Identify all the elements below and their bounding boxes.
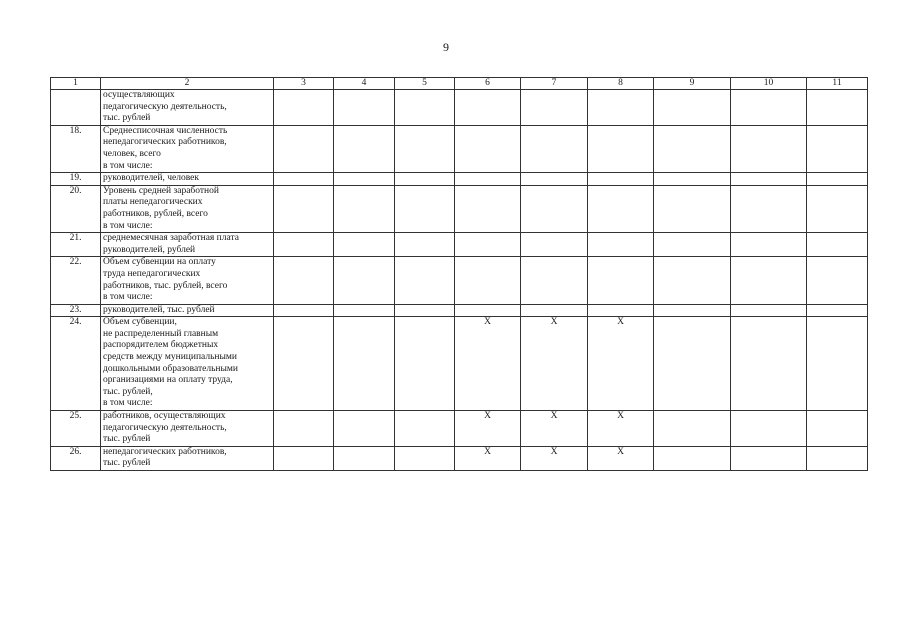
table-cell (521, 233, 588, 257)
column-header: 10 (731, 78, 807, 90)
table-cell (654, 411, 731, 447)
data-table (50, 77, 868, 471)
table-cell (654, 446, 731, 470)
table-cell (807, 90, 868, 126)
table-cell: Х (521, 411, 588, 447)
table-cell (455, 90, 521, 126)
row-number: 18. (51, 125, 101, 172)
row-label: Объем субвенции на оплату труда непедагогических работников, тыс. рублей, всего в том числе: (101, 257, 274, 304)
table-cell (807, 411, 868, 447)
table-cell (274, 173, 334, 186)
table-cell (274, 304, 334, 317)
table-cell (807, 317, 868, 411)
column-header: 4 (334, 78, 395, 90)
row-label: руководителей, человек (101, 173, 274, 186)
table-cell: Х (455, 446, 521, 470)
row-label: работников, осуществляющих педагогическую деятельность, тыс. рублей (101, 411, 274, 447)
table-header-row (51, 78, 868, 90)
table-cell (455, 173, 521, 186)
table-cell (521, 304, 588, 317)
table-cell (395, 257, 455, 304)
table-cell (588, 257, 654, 304)
table-cell (654, 257, 731, 304)
row-number: 22. (51, 257, 101, 304)
table-cell (654, 185, 731, 232)
table-cell (654, 233, 731, 257)
table-row (51, 233, 868, 257)
table-cell (654, 304, 731, 317)
table-body (51, 90, 868, 471)
row-number: 20. (51, 185, 101, 232)
row-number: 19. (51, 173, 101, 186)
table-cell (395, 125, 455, 172)
table-cell (274, 411, 334, 447)
row-number: 25. (51, 411, 101, 447)
row-number (51, 90, 101, 126)
table-row (51, 173, 868, 186)
table-cell (731, 125, 807, 172)
table-cell (274, 317, 334, 411)
row-label: осуществляющих педагогическую деятельность, тыс. рублей (101, 90, 274, 126)
table-cell (731, 173, 807, 186)
table-cell (334, 233, 395, 257)
table-cell (274, 257, 334, 304)
table-cell (395, 185, 455, 232)
table-row (51, 411, 868, 447)
table-cell (807, 125, 868, 172)
table-cell (521, 125, 588, 172)
table-cell: Х (521, 446, 588, 470)
table-cell (521, 173, 588, 186)
table-cell (395, 233, 455, 257)
table-cell (807, 185, 868, 232)
table-cell (455, 233, 521, 257)
row-label: Объем субвенции, не распределенный главным распорядителем бюджетных средств между муниципальными дошкольными образовательными организациями на оплату труда, тыс. рублей, в том числе: (101, 317, 274, 411)
row-label: руководителей, тыс. рублей (101, 304, 274, 317)
table-cell (395, 173, 455, 186)
table-cell (334, 257, 395, 304)
row-label: Уровень средней заработной платы непедагогических работников, рублей, всего в том числе: (101, 185, 274, 232)
table-row (51, 446, 868, 470)
table-cell (654, 317, 731, 411)
row-number: 23. (51, 304, 101, 317)
column-header: 9 (654, 78, 731, 90)
table-cell (807, 446, 868, 470)
row-number: 21. (51, 233, 101, 257)
table-cell (334, 446, 395, 470)
column-header: 3 (274, 78, 334, 90)
table-cell (731, 257, 807, 304)
table-cell (395, 304, 455, 317)
column-header: 1 (51, 78, 101, 90)
row-label: Среднесписочная численность непедагогических работников, человек, всего в том числе: (101, 125, 274, 172)
table-cell (455, 304, 521, 317)
table-cell (395, 446, 455, 470)
table-cell: Х (455, 317, 521, 411)
row-number: 26. (51, 446, 101, 470)
table-cell (334, 304, 395, 317)
table-row (51, 304, 868, 317)
table-cell (731, 446, 807, 470)
table-cell (588, 125, 654, 172)
table-cell (807, 173, 868, 186)
table-cell (731, 185, 807, 232)
row-number: 24. (51, 317, 101, 411)
table-cell: Х (455, 411, 521, 447)
row-label: непедагогических работников, тыс. рублей (101, 446, 274, 470)
column-header: 2 (101, 78, 274, 90)
table-cell (395, 411, 455, 447)
table-cell (807, 304, 868, 317)
table-cell: Х (588, 317, 654, 411)
page-number: 9 (443, 40, 449, 54)
column-header: 11 (807, 78, 868, 90)
table-cell (521, 90, 588, 126)
table-cell (588, 185, 654, 232)
table-row (51, 257, 868, 304)
table-row (51, 125, 868, 172)
table-cell (334, 317, 395, 411)
table-cell (588, 173, 654, 186)
table-cell (807, 257, 868, 304)
table-cell (455, 125, 521, 172)
table-cell (274, 125, 334, 172)
table-cell (807, 233, 868, 257)
table-cell (334, 90, 395, 126)
table-cell (521, 257, 588, 304)
table-cell (588, 233, 654, 257)
table-cell (274, 233, 334, 257)
column-header: 7 (521, 78, 588, 90)
table-cell (731, 90, 807, 126)
row-label: среднемесячная заработная плата руководителей, рублей (101, 233, 274, 257)
table-cell (731, 233, 807, 257)
table-cell (731, 317, 807, 411)
table-row (51, 90, 868, 126)
table-cell (334, 125, 395, 172)
table-cell (521, 185, 588, 232)
table-cell: Х (588, 411, 654, 447)
table-cell (731, 304, 807, 317)
table-cell (455, 185, 521, 232)
table-cell (334, 185, 395, 232)
table-cell: Х (521, 317, 588, 411)
table-cell (395, 90, 455, 126)
table-cell (731, 411, 807, 447)
table-cell (455, 257, 521, 304)
table-cell (334, 173, 395, 186)
column-header: 8 (588, 78, 654, 90)
column-header: 6 (455, 78, 521, 90)
column-header: 5 (395, 78, 455, 90)
table-cell (654, 173, 731, 186)
table-row (51, 317, 868, 411)
table-cell (274, 446, 334, 470)
table-row (51, 185, 868, 232)
table-cell (654, 125, 731, 172)
table-cell (588, 304, 654, 317)
table-cell (274, 185, 334, 232)
table-cell (395, 317, 455, 411)
table-cell (588, 90, 654, 126)
table-cell (654, 90, 731, 126)
table-cell: Х (588, 446, 654, 470)
table-cell (274, 90, 334, 126)
table-cell (334, 411, 395, 447)
